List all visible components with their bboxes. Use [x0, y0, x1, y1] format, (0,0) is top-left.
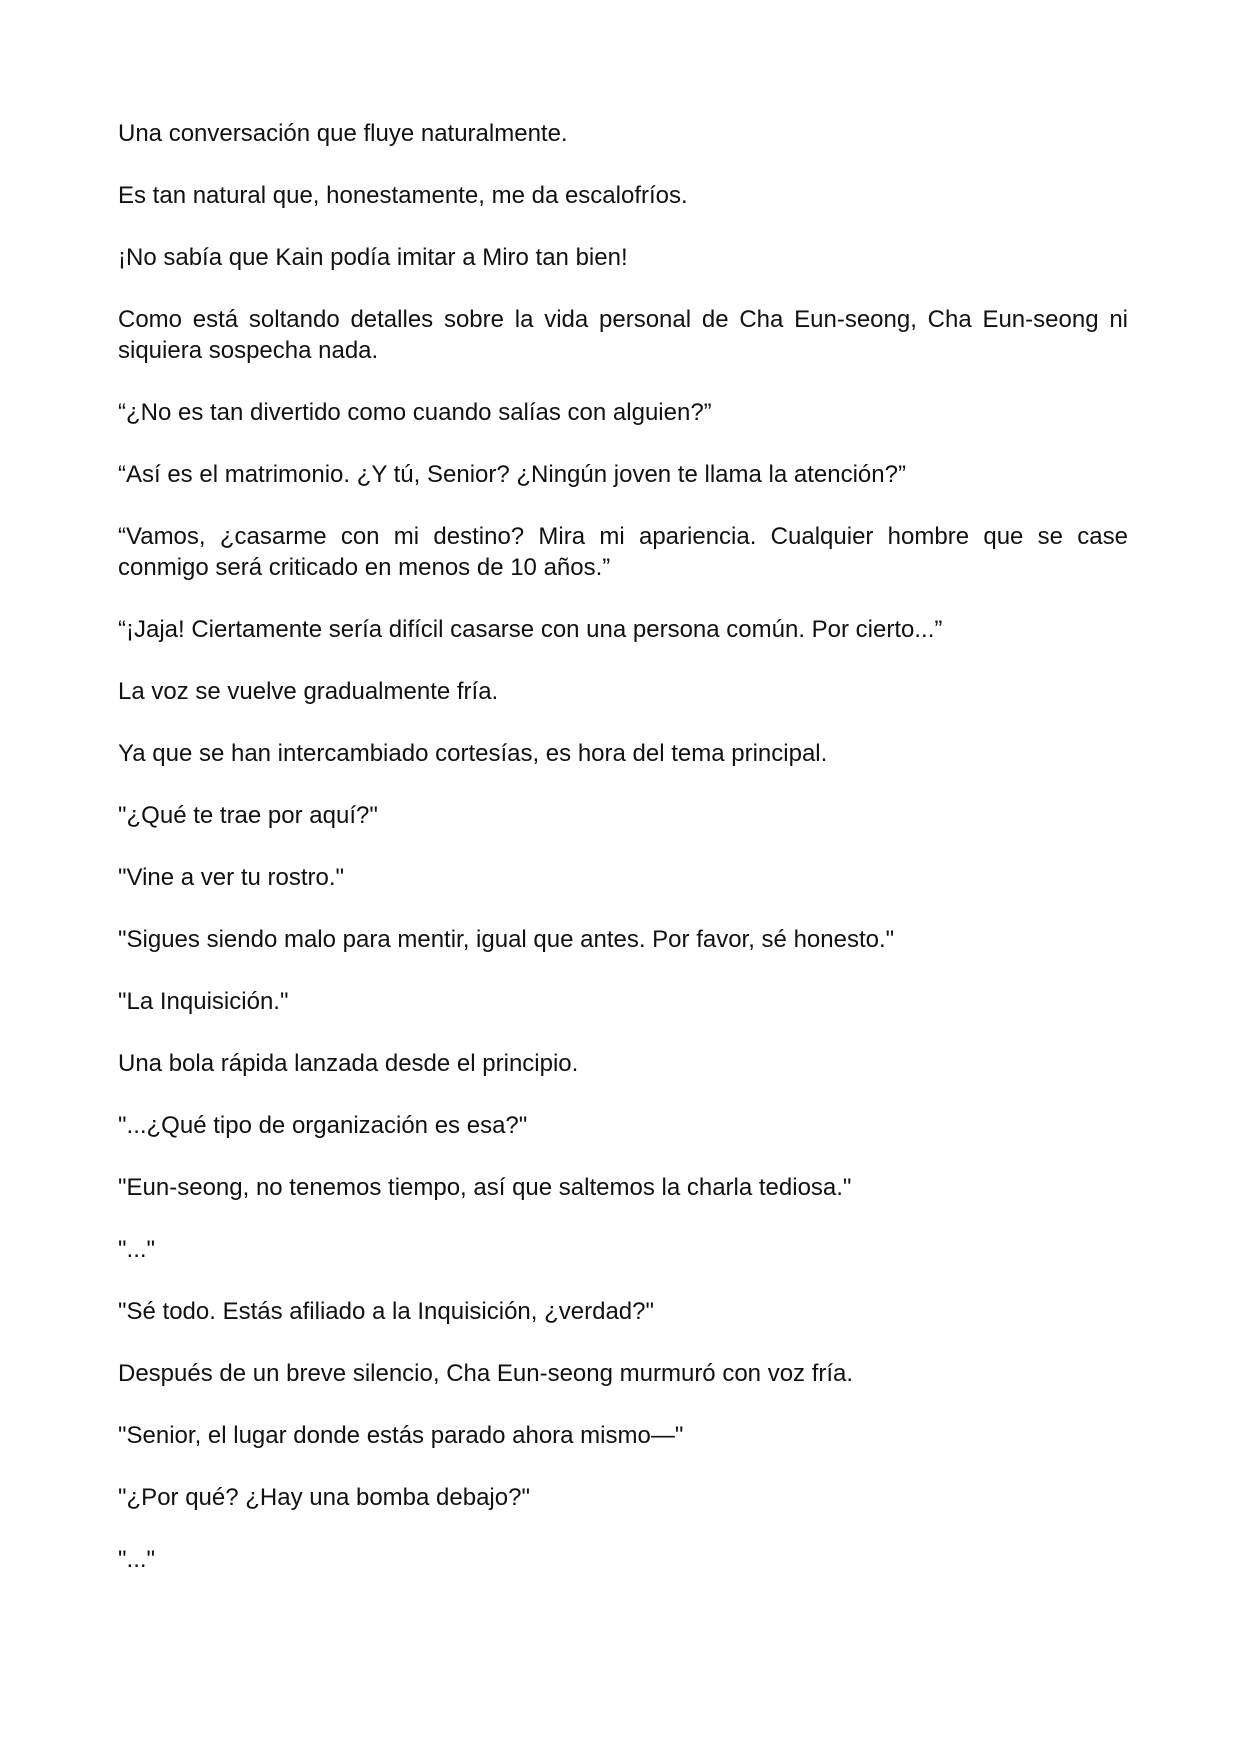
paragraph: "Vine a ver tu rostro.": [118, 864, 345, 891]
paragraph: "Sigues siendo malo para mentir, igual que antes. Por favor, sé honesto.": [118, 926, 895, 953]
paragraph: “Vamos, ¿casarme con mi destino? Mira mi apariencia. Cualquier hombre que se case conmigo será criticado en menos de 10 años.”: [118, 523, 1128, 581]
paragraph: "Senior, el lugar donde estás parado ahora mismo—": [118, 1422, 684, 1449]
paragraph: "¿Por qué? ¿Hay una bomba debajo?": [118, 1484, 530, 1511]
paragraph: “¿No es tan divertido como cuando salías con alguien?”: [118, 399, 712, 426]
paragraph: La voz se vuelve gradualmente fría.: [118, 678, 499, 705]
paragraph: Ya que se han intercambiado cortesías, es hora del tema principal.: [118, 740, 828, 767]
paragraph: "Sé todo. Estás afiliado a la Inquisición, ¿verdad?": [118, 1298, 655, 1325]
paragraph: "La Inquisición.": [118, 988, 289, 1015]
paragraph: “¡Jaja! Ciertamente sería difícil casarse con una persona común. Por cierto...”: [118, 616, 943, 643]
paragraph: "...": [118, 1546, 156, 1573]
paragraph: “Así es el matrimonio. ¿Y tú, Senior? ¿Ningún joven te llama la atención?”: [118, 461, 906, 488]
paragraph: "...": [118, 1236, 156, 1263]
paragraph: Es tan natural que, honestamente, me da escalofríos.: [118, 182, 688, 209]
paragraph: Una bola rápida lanzada desde el principio.: [118, 1050, 579, 1077]
paragraph: "Eun-seong, no tenemos tiempo, así que saltemos la charla tediosa.": [118, 1174, 852, 1201]
paragraph: ¡No sabía que Kain podía imitar a Miro tan bien!: [118, 244, 628, 271]
paragraph: "¿Qué te trae por aquí?": [118, 802, 378, 829]
paragraph: "...¿Qué tipo de organización es esa?": [118, 1112, 528, 1139]
paragraph: Una conversación que fluye naturalmente.: [118, 120, 568, 147]
paragraph: Después de un breve silencio, Cha Eun-seong murmuró con voz fría.: [118, 1360, 854, 1387]
document-body: [118, 118, 1128, 1606]
paragraph: Como está soltando detalles sobre la vida personal de Cha Eun-seong, Cha Eun-seong ni siquiera sospecha nada.: [118, 306, 1128, 364]
